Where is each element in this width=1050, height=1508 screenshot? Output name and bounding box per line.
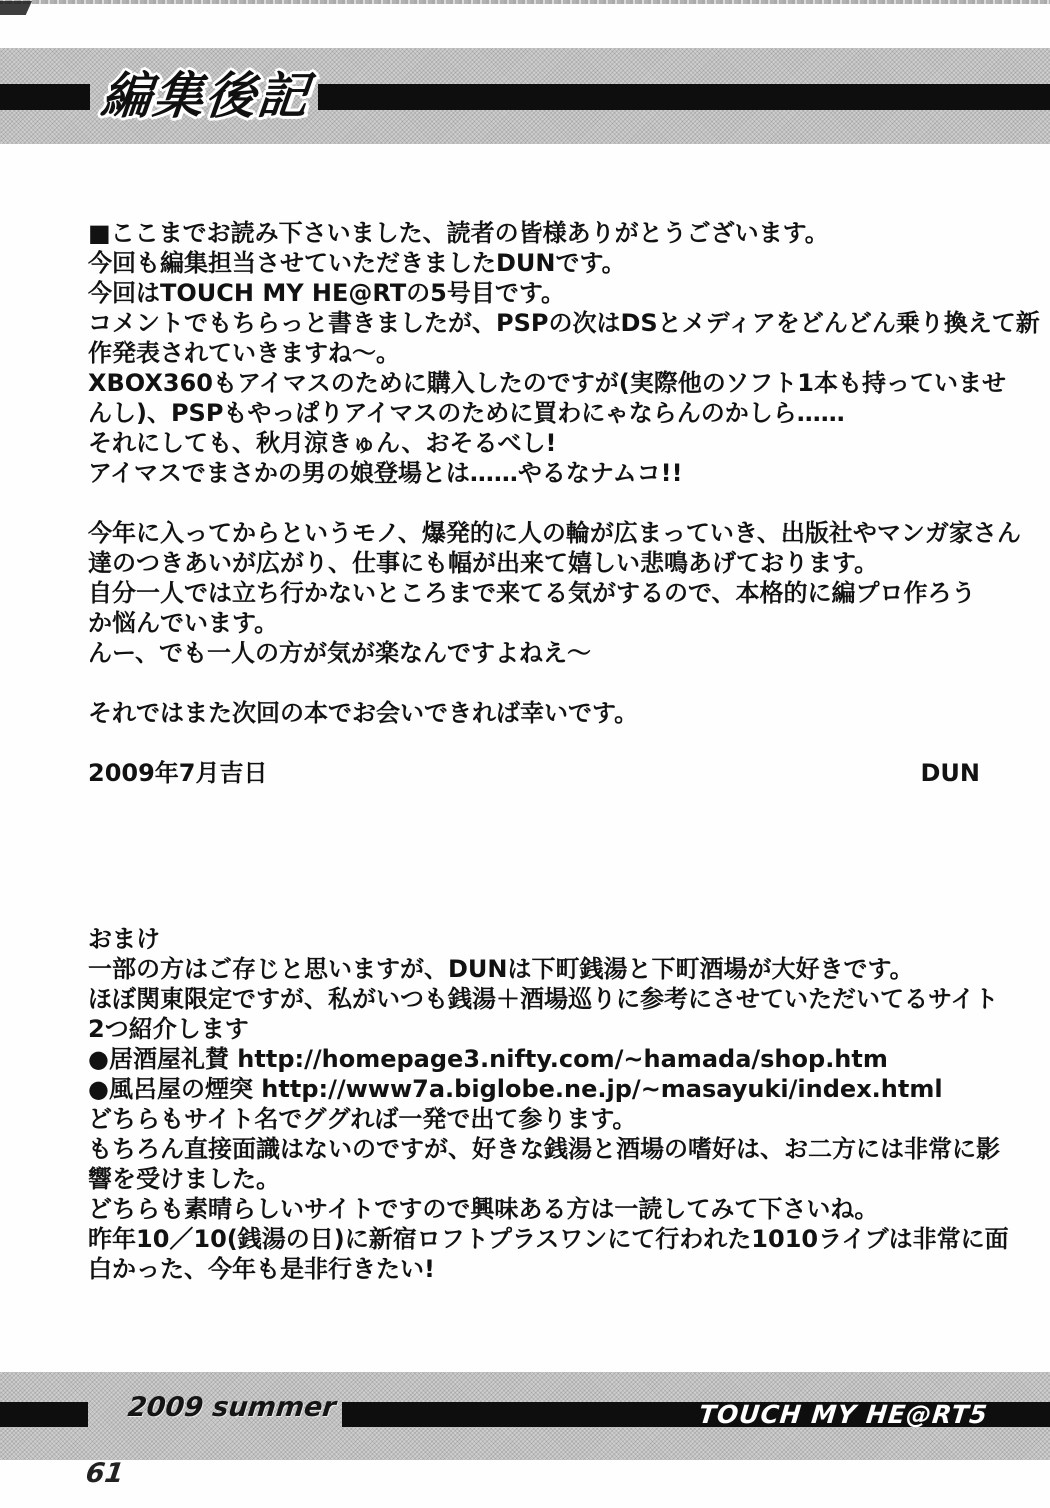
- scan-corner-artifact: [0, 1, 32, 15]
- text-line: XBOX360もアイマスのために購入したのですが(実際他のソフト1本も持っていませ: [88, 369, 1006, 397]
- text-line: もちろん直接面識はないのですが、好きな銭湯と酒場の嗜好は、お二方には非常に影: [88, 1135, 1000, 1163]
- text-line: アイマスでまさかの男の娘登場とは……やるなナムコ!!: [88, 459, 683, 487]
- text-line: それにしても、秋月涼きゅん、おそるべし!: [88, 429, 557, 457]
- page-title: 編集後記: [98, 67, 313, 125]
- text-line: ■ここまでお読み下さいました、読者の皆様ありがとうございます。: [88, 219, 829, 247]
- text-line: ●居酒屋礼賛 http://homepage3.nifty.com/~hamada/shop.htm: [88, 1045, 888, 1073]
- text-line: んー、でも一人の方が気が楽なんですよねえ～: [88, 639, 592, 667]
- scan-edge-artifact: [0, 0, 1050, 4]
- text-line: おまけ: [88, 925, 160, 953]
- text-line: どちらもサイト名でググれば一発で出て参ります。: [88, 1105, 637, 1133]
- text-line: か悩んでいます。: [88, 609, 279, 637]
- omake-section: [88, 924, 1009, 1284]
- paragraph-closing: [88, 698, 1040, 728]
- footer-bar-left: [0, 1402, 88, 1427]
- text-line: 白かった、今年も是非行きたい!: [88, 1255, 435, 1283]
- text-line: んし)、PSPもやっぱりアイマスのために買わにゃならんのかしら……: [88, 399, 845, 427]
- body-text: [88, 218, 1040, 818]
- text-line: 2つ紹介します: [88, 1015, 249, 1043]
- footer-season-label: 2009 summer: [126, 1392, 338, 1423]
- paragraph-work: [88, 518, 1040, 668]
- date-line: [88, 758, 980, 788]
- text-line: 響を受けました。: [88, 1165, 280, 1193]
- text-line: 一部の方はご存じと思いますが、DUNは下町銭湯と下町酒場が大好きです。: [88, 955, 914, 983]
- text-line: 達のつきあいが広がり、仕事にも幅が出来て嬉しい悲鳴あげております。: [88, 549, 879, 577]
- text-line: 今回も編集担当させていただきましたDUNです。: [88, 249, 626, 277]
- header-bar-right: [318, 84, 1050, 110]
- page-number: 61: [83, 1458, 126, 1489]
- text-line: 自分一人では立ち行かないところまで来てる気がするので、本格的に編プロ作ろう: [88, 579, 976, 607]
- text-line: どちらも素晴らしいサイトですので興味ある方は一読してみて下さいね。: [88, 1195, 879, 1223]
- date-text: 2009年7月吉日: [88, 759, 268, 787]
- author-signature: DUN: [920, 759, 980, 787]
- footer-title-label: TOUCH MY HE@RT5: [697, 1400, 990, 1429]
- text-line: 今年に入ってからというモノ、爆発的に人の輪が広まっていき、出版社やマンガ家さん: [88, 519, 1021, 547]
- text-line: それではまた次回の本でお会いできれば幸いです。: [88, 699, 639, 727]
- text-line: 昨年10／10(銭湯の日)に新宿ロフトプラスワンにて行われた1010ライブは非常に面: [88, 1225, 1009, 1253]
- text-line: コメントでもちらっと書きましたが、PSPの次はDSとメディアをどんどん乗り換えて新: [88, 309, 1040, 337]
- text-line: ●風呂屋の煙突 http://www7a.biglobe.ne.jp/~masayuki/index.html: [88, 1075, 943, 1103]
- header-band: [0, 48, 1050, 144]
- footer-band: [0, 1372, 1050, 1460]
- text-line: ほぼ関東限定ですが、私がいつも銭湯＋酒場巡りに参考にさせていただいてるサイト: [88, 985, 999, 1013]
- text-line: 作発表されていきますね～。: [88, 339, 400, 367]
- footer-bar-right: [342, 1402, 1050, 1427]
- header-bar-left: [0, 84, 90, 110]
- paragraph-thanks: [88, 218, 1040, 488]
- text-line: 今回はTOUCH MY HE@RTの5号目です。: [88, 279, 565, 307]
